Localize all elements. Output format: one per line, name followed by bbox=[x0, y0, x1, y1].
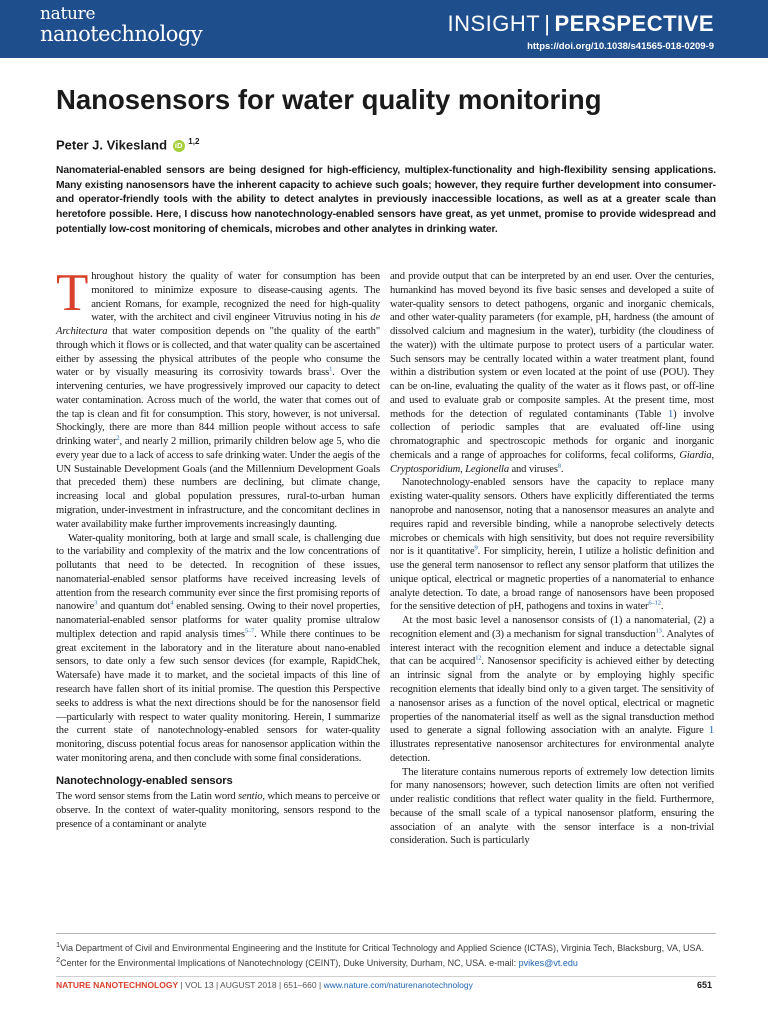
abstract: Nanomaterial-enabled sensors are being designed for high-efficiency, multiplex-functionality and high-flexibility sensing applications. Many existing nanosensors have the inherent capacity to achieve such goals; however, they require further development into consumer- and operator-friendly tools with the ability to detect analytes in previously inaccessible locations, as well as at a greater scale than heretofore possible. Here, I discuss how nanotechnology-enabled sensors have great, as yet unmet, promise to provide widespread and potentially low-cost monitoring of chemicals, microbes and other analytes in drinking water. bbox=[56, 165, 716, 235]
section-separator: | bbox=[544, 11, 551, 36]
article-type-label bbox=[448, 13, 715, 35]
author-email-link[interactable]: pvikes@vt.edu bbox=[518, 957, 578, 968]
citation-link[interactable]: 12 bbox=[475, 654, 482, 662]
body-paragraph: The literature contains numerous reports of extremely low detection limits for many nanosensors; however, such detection limits are often not verified under realistic conditions that reflect water quality in the field. Furthermore, because of the small scale of a typical nanosensor platform, ensuring the association of an analyte with the sensor interface is a non-trivial consideration. Such is particularly bbox=[390, 766, 714, 847]
body-column-left bbox=[56, 264, 381, 831]
footer-divider bbox=[56, 976, 716, 977]
footnote-divider bbox=[56, 933, 716, 934]
citation-link[interactable]: 9 bbox=[474, 544, 478, 552]
body-paragraph: Throughout history the quality of water for consumption has been monitored to minimize exposure to disease-causing agents. The ancient Romans, for example, recognized the need for high-quality water, with the architect and civil engineer Vitruvius noting in his de Architectura that water composition depends on "the quality of the earth" through which it flows or is collected, and that water quality can be ascertained either by assessing the physical attributes of the people who consume the water or by visually measuring its corrosivity towards brass$^1$. Over the intervening centuries, we have progressively improved our capacity to detect water contamination. Across much of the world, the water that comes out of the tap is clean and fit for consumption. This story, however, is not universal. Shockingly, there are more than 844 million people without access to safe drinking water$^2$, and nearly 2 million, primarily children below age 5, who die every year due to a lack of access to safe drinking water. Under the aegis of the UN Sustainable Development Goals (and the Millennium Development Goals that preceded them) these numbers are declining, but climate change, increasing local and global population pressures, rural-to-urban human migration, under-investment in infrastructure, and the concomitant declines in water availability make further improvements increasingly daunting. bbox=[56, 264, 380, 530]
section-heading: Nanotechnology-enabled sensors bbox=[56, 774, 233, 787]
citation-link[interactable]: 13 bbox=[655, 627, 662, 635]
author-name[interactable]: Peter J. Vikesland bbox=[56, 137, 168, 153]
citation-link[interactable]: 6–12 bbox=[648, 599, 661, 607]
author-affiliation-marks: 1,2 bbox=[188, 137, 200, 146]
body-paragraph: The word sensor stems from the Latin word sentio, which means to perceive or observe. In the context of water-quality monitoring, sensors respond to the presence of a contaminant or analyte bbox=[56, 791, 380, 830]
table-reference-link[interactable]: 1 bbox=[667, 408, 674, 420]
section-perspective: PERSPECTIVE bbox=[554, 11, 714, 36]
journal-logo-line2: nanotechnology bbox=[40, 22, 203, 46]
page-footer bbox=[56, 980, 716, 990]
citation-link[interactable]: 3 bbox=[94, 599, 98, 607]
orcid-icon[interactable]: iD bbox=[173, 140, 185, 152]
citation-link[interactable]: 4 bbox=[170, 599, 174, 607]
journal-logo-line1: nature bbox=[40, 4, 96, 24]
section-insight: INSIGHT bbox=[447, 11, 541, 36]
citation-link[interactable]: 8 bbox=[557, 462, 561, 470]
author-line bbox=[56, 137, 199, 152]
affiliation-footnote: $^1$Via Department of Civil and Environmental Engineering and the Institute for Critical Technology and Applied Science (ICTAS), Virginia Tech, Blacksburg, VA, USA. $^2$Center for the Environmental Implications of Nanotechnology (CEINT), Duke University, Durham, NC, USA. e-mail: pvikes@vt.edu bbox=[56, 940, 705, 968]
body-paragraph: At the most basic level a nanosensor consists of (1) a nanomaterial, (2) a recognition element and (3) a mechanism for signal transduction$^{13}$. Analytes of interest interact with the recognition element and induce a detectable signal that can be acquired$^{12}$. Nanosensor specificity is achieved either by detecting an intrinsic signal from the analyte or by employing highly specific recognition elements that ideally bind only to a given target. The sensitivity of a nanosensor arises as a function of the novel optical, electrical or magnetic properties of the nanomaterial itself as well as the signal transduction method used to generate a signal following association with an analyte. Figure 1 illustrates representative nanosensor architectures for environmental analyte detection. bbox=[390, 615, 714, 764]
body-paragraph: Nanotechnology-enabled sensors have the capacity to replace many existing water-quality sensors. Others have explicitly differentiated the terms nanoprobe and nanosensor, noting that a nanosensor measures an analyte and requires rapid and reversible binding, while a nanoprobe selectively detects microbes or chemicals with high sensitivity, but does not require reversibility nor is it quantitative$^9$. For simplicity, herein, I utilize a holistic definition and use the general term nanosensor to reflect any sensor platform that utilizes the unique optical, electrical or magnetic properties of a nanomaterial to enhance analyte detection. To date, a broad range of nanosensors have been proposed for the sensitive detection of pH, pathogens and toxins in water$^{6-12}$. bbox=[390, 477, 714, 613]
drop-cap: T bbox=[56, 264, 89, 322]
journal-logo[interactable] bbox=[40, 6, 202, 45]
footer-issue-details: | VOL 13 | AUGUST 2018 | 651–660 | bbox=[178, 980, 324, 990]
journal-banner bbox=[0, 0, 768, 58]
body-paragraph: Water-quality monitoring, both at large and small scale, is challenging due to the variability and complexity of the matrix and the low concentrations of pollutants that need to be detected. In recognition of these issues, nanomaterial-enabled sensor platforms have received increasing levels of attention from the research community ever since the first promising reports of nanowire$^3$ and quantum dot$^4$ enabled sensing. Owing to their novel properties, nanomaterial-enabled sensor platforms for water quality promise ultralow multiplex detection and rapid analysis times$^{5-7}$. While there continues to be great excitement in the laboratory and in the literature about nano-enabled sensors, to date only a few such sensor devices (for example, RapidChek, Watersafe) have made it to market, and the societal impacts of this line of research have fallen short of its initial promise. The question this Perspective seeks to address is what the next directions should be for the nanosensor field—particularly with respect to water quality monitoring. Herein, I summarize the current state of nanotechnology-enabled sensors for water-quality monitoring, discuss potential focus areas for nanosensor application within the water monitoring arena, and then conclude with some final considerations. bbox=[56, 532, 381, 764]
citation-link[interactable]: 1 bbox=[329, 365, 333, 373]
doi-link[interactable]: https://doi.org/10.1038/s41565-018-0209-9 bbox=[527, 41, 714, 52]
article-title: Nanosensors for water quality monitoring bbox=[56, 84, 602, 115]
citation-link[interactable]: 5–7 bbox=[244, 627, 255, 635]
body-column-right bbox=[390, 270, 714, 848]
footer-journal-name: NATURE NANOTECHNOLOGY bbox=[56, 980, 179, 990]
journal-website-link[interactable]: www.nature.com/naturenanotechnology bbox=[323, 980, 473, 990]
page-number: 651 bbox=[696, 980, 712, 990]
citation-link[interactable]: 2 bbox=[116, 434, 120, 442]
body-paragraph: and provide output that can be interpreted by an end user. Over the centuries, humankind has moved beyond its five basic senses and developed a suite of water-quality sensors to detect pathogens, organic and inorganic chemicals, and other water-quality parameters (for example, pH, hardness (the amount of dissolved calcium and magnesium in the water), turbidity (the cloudiness of the water)) with the ultimate purpose to protect users of a particular water. Such sensors may be centrally located within a water treatment plant, found within a distribution system or even located at the point of use (POU). They can be on-line, evaluating the quality of the water as it flows past, or off-line and used to evaluate grab or composite samples. At the present time, most methods for the detection of regulated contaminants (Table 1) involve collection of periodic samples that are evaluated off-line using chromatographic and spectroscopic methods for organic and inorganic chemicals and a range of approaches for coliforms, fecal coliforms, Giardia, Cryptosporidium, Legionella and viruses$^8$. bbox=[390, 271, 714, 475]
figure-reference-link[interactable]: 1 bbox=[708, 725, 714, 737]
